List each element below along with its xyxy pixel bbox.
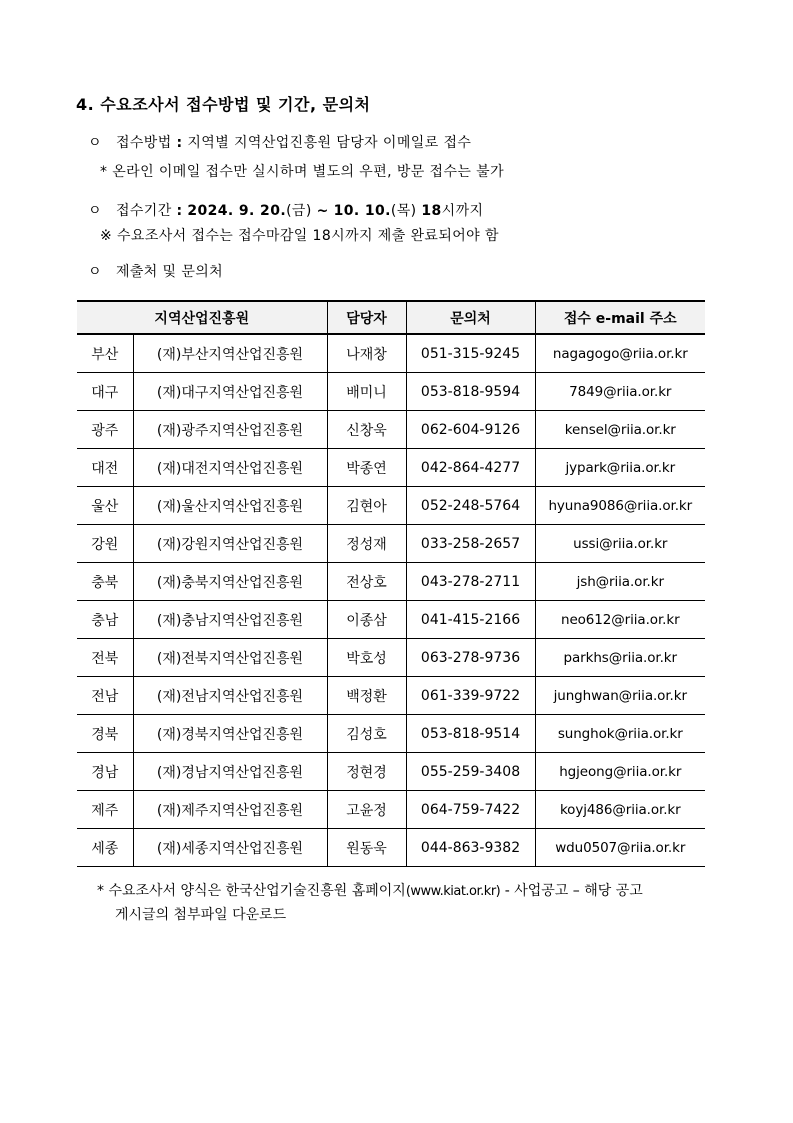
table-row bbox=[77, 753, 705, 791]
header-phone: 문의처 bbox=[406, 301, 535, 334]
org-name-cell: (재)부산지역산업진흥원 bbox=[133, 334, 327, 373]
bullet: ㅇ bbox=[88, 135, 102, 151]
footnote-url: (www.kiat.or.kr) bbox=[405, 884, 501, 899]
phone-cell: 043-278-2711 bbox=[406, 563, 535, 601]
period-end: 10. 10. bbox=[333, 203, 391, 219]
person-cell: 김성호 bbox=[327, 715, 406, 753]
period-tilde: ~ bbox=[316, 203, 329, 219]
email-cell: jsh@riia.or.kr bbox=[535, 563, 705, 601]
org-name-cell: (재)광주지역산업진흥원 bbox=[133, 411, 327, 449]
period-note: ※ 수요조사서 접수는 접수마감일 18시까지 제출 완료되어야 함 bbox=[100, 228, 499, 244]
person-cell: 김현아 bbox=[327, 487, 406, 525]
region-cell: 부산 bbox=[77, 334, 133, 373]
email-cell: sunghok@riia.or.kr bbox=[535, 715, 705, 753]
method-note: * 온라인 이메일 접수만 실시하며 별도의 우편, 방문 접수는 불가 bbox=[100, 164, 505, 180]
org-name-cell: (재)경남지역산업진흥원 bbox=[133, 753, 327, 791]
phone-cell: 053-818-9514 bbox=[406, 715, 535, 753]
email-cell: kensel@riia.or.kr bbox=[535, 411, 705, 449]
table-row bbox=[77, 334, 705, 373]
person-cell: 원동욱 bbox=[327, 829, 406, 867]
org-name-cell: (재)전남지역산업진흥원 bbox=[133, 677, 327, 715]
region-cell: 경북 bbox=[77, 715, 133, 753]
org-name-cell: (재)경북지역산업진흥원 bbox=[133, 715, 327, 753]
person-cell: 박종연 bbox=[327, 449, 406, 487]
org-name-cell: (재)세종지역산업진흥원 bbox=[133, 829, 327, 867]
table-row bbox=[77, 791, 705, 829]
period-line bbox=[88, 200, 483, 220]
table-row bbox=[77, 715, 705, 753]
colon: : bbox=[176, 203, 183, 219]
table-row bbox=[77, 487, 705, 525]
period-end-day: (목) bbox=[390, 203, 417, 219]
region-cell: 충남 bbox=[77, 601, 133, 639]
method-line bbox=[88, 132, 471, 152]
org-name-cell: (재)대구지역산업진흥원 bbox=[133, 373, 327, 411]
footnote bbox=[97, 879, 643, 904]
org-name-cell: (재)제주지역산업진흥원 bbox=[133, 791, 327, 829]
method-value: 지역별 지역산업진흥원 담당자 이메일로 접수 bbox=[187, 135, 472, 151]
period-hour-suffix: 시까지 bbox=[441, 203, 484, 219]
org-name-cell: (재)울산지역산업진흥원 bbox=[133, 487, 327, 525]
period-start: 2024. 9. 20. bbox=[187, 203, 287, 219]
table-row bbox=[77, 563, 705, 601]
person-cell: 나재창 bbox=[327, 334, 406, 373]
table-row bbox=[77, 677, 705, 715]
email-cell: parkhs@riia.or.kr bbox=[535, 639, 705, 677]
table-body bbox=[77, 334, 705, 867]
table-row bbox=[77, 411, 705, 449]
org-name-cell: (재)전북지역산업진흥원 bbox=[133, 639, 327, 677]
email-cell: junghwan@riia.or.kr bbox=[535, 677, 705, 715]
email-cell: hgjeong@riia.or.kr bbox=[535, 753, 705, 791]
bullet: ㅇ bbox=[88, 264, 102, 280]
bullet: ㅇ bbox=[88, 203, 102, 219]
phone-cell: 063-278-9736 bbox=[406, 639, 535, 677]
table-row bbox=[77, 373, 705, 411]
email-cell: jypark@riia.or.kr bbox=[535, 449, 705, 487]
footnote-prefix: * 수요조사서 양식은 한국산업기술진흥원 홈페이지 bbox=[97, 883, 406, 899]
email-cell: wdu0507@riia.or.kr bbox=[535, 829, 705, 867]
phone-cell: 061-339-9722 bbox=[406, 677, 535, 715]
period-label: 접수기간 bbox=[115, 203, 172, 219]
phone-cell: 033-258-2657 bbox=[406, 525, 535, 563]
person-cell: 배미니 bbox=[327, 373, 406, 411]
person-cell: 이종삼 bbox=[327, 601, 406, 639]
phone-cell: 052-248-5764 bbox=[406, 487, 535, 525]
phone-cell: 053-818-9594 bbox=[406, 373, 535, 411]
table-header-row bbox=[77, 301, 705, 334]
region-cell: 제주 bbox=[77, 791, 133, 829]
person-cell: 전상호 bbox=[327, 563, 406, 601]
region-cell: 충북 bbox=[77, 563, 133, 601]
period-hour: 18 bbox=[421, 203, 442, 219]
email-cell: neo612@riia.or.kr bbox=[535, 601, 705, 639]
org-name-cell: (재)강원지역산업진흥원 bbox=[133, 525, 327, 563]
region-cell: 대구 bbox=[77, 373, 133, 411]
table-row bbox=[77, 829, 705, 867]
header-org: 지역산업진흥원 bbox=[77, 301, 327, 334]
region-cell: 대전 bbox=[77, 449, 133, 487]
person-cell: 정성재 bbox=[327, 525, 406, 563]
region-cell: 세종 bbox=[77, 829, 133, 867]
contact-table bbox=[77, 300, 705, 867]
phone-cell: 044-863-9382 bbox=[406, 829, 535, 867]
email-cell: 7849@riia.or.kr bbox=[535, 373, 705, 411]
email-cell: koyj486@riia.or.kr bbox=[535, 791, 705, 829]
colon: : bbox=[176, 135, 183, 151]
phone-cell: 055-259-3408 bbox=[406, 753, 535, 791]
method-label: 접수방법 bbox=[115, 135, 172, 151]
region-cell: 전북 bbox=[77, 639, 133, 677]
phone-cell: 062-604-9126 bbox=[406, 411, 535, 449]
footnote-line2: 게시글의 첨부파일 다운로드 bbox=[115, 907, 287, 923]
region-cell: 울산 bbox=[77, 487, 133, 525]
email-cell: nagagogo@riia.or.kr bbox=[535, 334, 705, 373]
table-row bbox=[77, 449, 705, 487]
org-name-cell: (재)충북지역산업진흥원 bbox=[133, 563, 327, 601]
region-cell: 경남 bbox=[77, 753, 133, 791]
table-row bbox=[77, 525, 705, 563]
person-cell: 박호성 bbox=[327, 639, 406, 677]
person-cell: 정현경 bbox=[327, 753, 406, 791]
phone-cell: 042-864-4277 bbox=[406, 449, 535, 487]
region-cell: 강원 bbox=[77, 525, 133, 563]
table-row bbox=[77, 639, 705, 677]
person-cell: 고윤정 bbox=[327, 791, 406, 829]
org-name-cell: (재)대전지역산업진흥원 bbox=[133, 449, 327, 487]
footnote-suffix: - 사업공고 – 해당 공고 bbox=[500, 883, 643, 899]
table-row bbox=[77, 601, 705, 639]
person-cell: 신창욱 bbox=[327, 411, 406, 449]
contact-label: 제출처 및 문의처 bbox=[115, 264, 224, 280]
contact-line bbox=[88, 261, 223, 281]
period-start-day: (금) bbox=[286, 203, 312, 219]
email-cell: hyuna9086@riia.or.kr bbox=[535, 487, 705, 525]
section-title: 4. 수요조사서 접수방법 및 기간, 문의처 bbox=[76, 95, 371, 114]
phone-cell: 064-759-7422 bbox=[406, 791, 535, 829]
phone-cell: 051-315-9245 bbox=[406, 334, 535, 373]
phone-cell: 041-415-2166 bbox=[406, 601, 535, 639]
org-name-cell: (재)충남지역산업진흥원 bbox=[133, 601, 327, 639]
header-person: 담당자 bbox=[327, 301, 406, 334]
region-cell: 전남 bbox=[77, 677, 133, 715]
person-cell: 백정환 bbox=[327, 677, 406, 715]
header-email: 접수 e-mail 주소 bbox=[535, 301, 705, 334]
email-cell: ussi@riia.or.kr bbox=[535, 525, 705, 563]
region-cell: 광주 bbox=[77, 411, 133, 449]
